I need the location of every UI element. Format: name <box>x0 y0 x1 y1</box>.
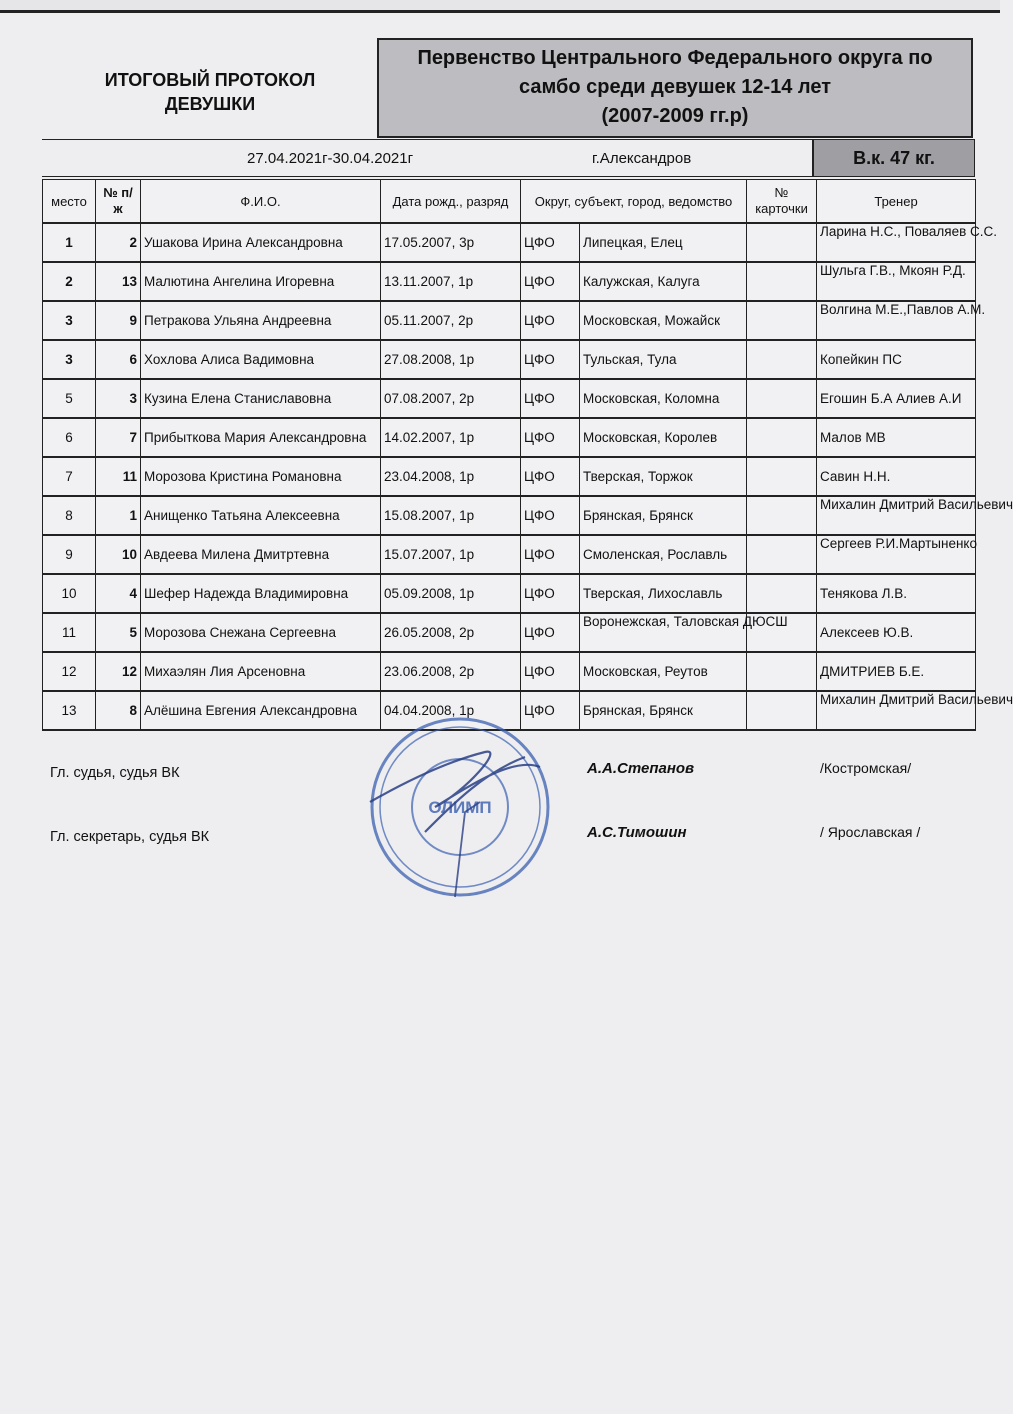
name-cell: Алёшина Евгения Александровна <box>141 691 381 730</box>
dob-cell: 13.11.2007, 1р <box>381 262 521 301</box>
col-num-header: № п/ж <box>96 180 141 224</box>
table-row <box>43 340 976 379</box>
table-row <box>43 457 976 496</box>
name-cell: Шефер Надежда Владимировна <box>141 574 381 613</box>
table-row <box>43 418 976 457</box>
place-cell: 6 <box>43 418 96 457</box>
district-cell: ЦФО <box>521 457 580 496</box>
col-place-header: место <box>43 180 96 224</box>
district-cell: ЦФО <box>521 496 580 535</box>
number-cell: 13 <box>96 262 141 301</box>
region-cell: Московская, Королев <box>580 418 747 457</box>
competition-dates: 27.04.2021г-30.04.2021г <box>247 150 414 167</box>
protocol-heading <box>40 68 380 116</box>
coach-cell: Ларина Н.С., Поваляев С.С. <box>817 223 976 262</box>
place-cell: 3 <box>43 301 96 340</box>
dob-cell: 15.08.2007, 1р <box>381 496 521 535</box>
region-cell: Брянская, Брянск <box>580 691 747 730</box>
region-cell: Смоленская, Рославль <box>580 535 747 574</box>
dob-cell: 23.04.2008, 1р <box>381 457 521 496</box>
competition-title-line3: (2007-2009 гг.р) <box>601 105 749 127</box>
number-cell: 11 <box>96 457 141 496</box>
table-row <box>43 301 976 340</box>
name-cell: Авдеева Милена Дмитртевна <box>141 535 381 574</box>
weight-category: В.к. 47 кг. <box>812 140 974 176</box>
number-cell: 1 <box>96 496 141 535</box>
number-cell: 6 <box>96 340 141 379</box>
competition-title-line2: самбо среди девушек 12-14 лет <box>518 76 832 98</box>
place-cell: 1 <box>43 223 96 262</box>
secretary-name: А.С.Тимошин <box>587 824 687 841</box>
col-dob-header: Дата рожд., разряд <box>381 180 521 224</box>
district-cell: ЦФО <box>521 223 580 262</box>
region-cell: Тверская, Торжок <box>580 457 747 496</box>
coach-cell: Малов МВ <box>817 418 976 457</box>
number-cell: 12 <box>96 652 141 691</box>
number-cell: 10 <box>96 535 141 574</box>
dob-cell: 05.09.2008, 1р <box>381 574 521 613</box>
region-cell: Воронежская, Таловская ДЮСШ <box>580 613 747 652</box>
card-cell <box>747 418 817 457</box>
dob-cell: 15.07.2007, 1р <box>381 535 521 574</box>
region-cell: Тульская, Тула <box>580 340 747 379</box>
table-header-row <box>43 180 976 224</box>
card-cell <box>747 691 817 730</box>
place-cell: 13 <box>43 691 96 730</box>
coach-cell: Егошин Б.А Алиев А.И <box>817 379 976 418</box>
table-row <box>43 652 976 691</box>
dob-cell: 27.08.2008, 1р <box>381 340 521 379</box>
card-cell <box>747 301 817 340</box>
competition-title <box>377 38 973 138</box>
district-cell: ЦФО <box>521 691 580 730</box>
number-cell: 4 <box>96 574 141 613</box>
region-cell: Тверская, Лихославль <box>580 574 747 613</box>
card-cell <box>747 457 817 496</box>
district-cell: ЦФО <box>521 379 580 418</box>
number-cell: 9 <box>96 301 141 340</box>
card-cell <box>747 496 817 535</box>
name-cell: Анищенко Татьяна Алексеевна <box>141 496 381 535</box>
table-row <box>43 535 976 574</box>
place-cell: 8 <box>43 496 96 535</box>
number-cell: 5 <box>96 613 141 652</box>
place-cell: 9 <box>43 535 96 574</box>
district-cell: ЦФО <box>521 262 580 301</box>
secretary-role: Гл. секретарь, судья ВК <box>50 829 210 845</box>
coach-cell: Сергеев Р.И.Мартыненко <box>817 535 976 574</box>
date-location-bar <box>42 139 975 177</box>
coach-cell: Копейкин ПС <box>817 340 976 379</box>
region-cell: Московская, Коломна <box>580 379 747 418</box>
coach-cell: Шульга Г.В., Мкоян Р.Д. <box>817 262 976 301</box>
table-row <box>43 574 976 613</box>
coach-cell: Волгина М.Е.,Павлов А.М. <box>817 301 976 340</box>
coach-cell: Михалин Дмитрий Васильевич <box>817 691 976 730</box>
secretary-region: / Ярославская / <box>820 824 921 840</box>
coach-cell: Михалин Дмитрий Васильевич <box>817 496 976 535</box>
name-cell: Морозова Снежана Сергеевна <box>141 613 381 652</box>
card-cell <box>747 574 817 613</box>
name-cell: Кузина Елена Станиславовна <box>141 379 381 418</box>
col-coach-header: Тренер <box>817 180 976 224</box>
name-cell: Хохлова Алиса Вадимовна <box>141 340 381 379</box>
place-cell: 2 <box>43 262 96 301</box>
region-cell: Брянская, Брянск <box>580 496 747 535</box>
protocol-heading-line2: ДЕВУШКИ <box>164 94 256 114</box>
judge-name: А.А.Степанов <box>587 760 695 777</box>
place-cell: 10 <box>43 574 96 613</box>
place-cell: 5 <box>43 379 96 418</box>
protocol-heading-line1: ИТОГОВЫЙ ПРОТОКОЛ <box>104 70 316 90</box>
district-cell: ЦФО <box>521 418 580 457</box>
results-table <box>42 179 1013 731</box>
district-cell: ЦФО <box>521 652 580 691</box>
name-cell: Михаэлян Лия Арсеновна <box>141 652 381 691</box>
competition-title-line1: Первенство Центрального Федерального округа по <box>417 47 933 69</box>
coach-cell: Тенякова Л.В. <box>817 574 976 613</box>
number-cell: 3 <box>96 379 141 418</box>
name-cell: Ушакова Ирина Александровна <box>141 223 381 262</box>
district-cell: ЦФО <box>521 340 580 379</box>
col-region-header: Округ, субъект, город, ведомство <box>521 180 747 224</box>
name-cell: Малютина Ангелина Игоревна <box>141 262 381 301</box>
table-row <box>43 379 976 418</box>
card-cell <box>747 652 817 691</box>
stamp-text: ОЛИМП <box>428 798 492 817</box>
card-cell <box>747 262 817 301</box>
name-cell: Морозова Кристина Романовна <box>141 457 381 496</box>
number-cell: 7 <box>96 418 141 457</box>
region-cell: Московская, Реутов <box>580 652 747 691</box>
competition-city: г.Александров <box>592 150 692 167</box>
card-cell <box>747 223 817 262</box>
table-row <box>43 613 976 652</box>
number-cell: 2 <box>96 223 141 262</box>
name-cell: Петракова Ульяна Андреевна <box>141 301 381 340</box>
coach-cell: Савин Н.Н. <box>817 457 976 496</box>
judge-role: Гл. судья, судья ВК <box>50 765 180 781</box>
dob-cell: 05.11.2007, 2р <box>381 301 521 340</box>
card-cell <box>747 340 817 379</box>
top-border <box>0 0 1000 13</box>
card-cell <box>747 379 817 418</box>
dob-cell: 26.05.2008, 2р <box>381 613 521 652</box>
place-cell: 11 <box>43 613 96 652</box>
official-stamp <box>365 712 555 902</box>
judge-region: /Костромская/ <box>820 760 912 776</box>
district-cell: ЦФО <box>521 613 580 652</box>
district-cell: ЦФО <box>521 574 580 613</box>
coach-cell: ДМИТРИЕВ Б.Е. <box>817 652 976 691</box>
district-cell: ЦФО <box>521 535 580 574</box>
name-cell: Прибыткова Мария Александровна <box>141 418 381 457</box>
table-row <box>43 496 976 535</box>
place-cell: 12 <box>43 652 96 691</box>
table-row <box>43 262 976 301</box>
dob-cell: 17.05.2007, 3р <box>381 223 521 262</box>
dob-cell: 07.08.2007, 2р <box>381 379 521 418</box>
card-cell <box>747 535 817 574</box>
col-name-header: Ф.И.О. <box>141 180 381 224</box>
place-cell: 3 <box>43 340 96 379</box>
dob-cell: 14.02.2007, 1р <box>381 418 521 457</box>
region-cell: Липецкая, Елец <box>580 223 747 262</box>
place-cell: 7 <box>43 457 96 496</box>
coach-cell: Алексеев Ю.В. <box>817 613 976 652</box>
dob-cell: 04.04.2008, 1р <box>381 691 521 730</box>
table-row <box>43 223 976 262</box>
number-cell: 8 <box>96 691 141 730</box>
dob-cell: 23.06.2008, 2р <box>381 652 521 691</box>
region-cell: Московская, Можайск <box>580 301 747 340</box>
col-card-header: № карточки <box>747 180 817 224</box>
district-cell: ЦФО <box>521 301 580 340</box>
region-cell: Калужская, Калуга <box>580 262 747 301</box>
signature-stroke <box>370 752 540 832</box>
